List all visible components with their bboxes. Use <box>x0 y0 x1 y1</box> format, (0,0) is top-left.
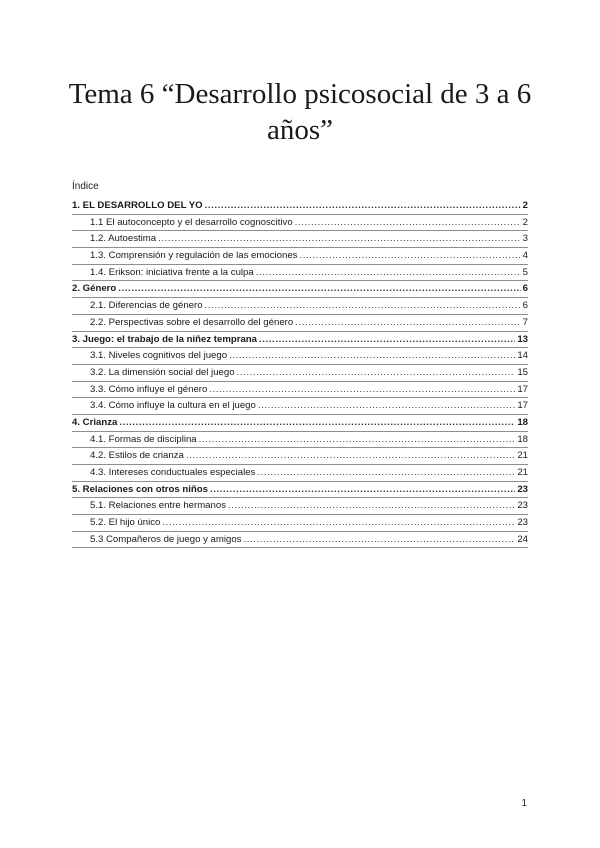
toc-entry-subsection[interactable] <box>72 382 528 399</box>
page-number: 1 <box>521 798 527 809</box>
toc-entry-subsection[interactable] <box>72 265 528 282</box>
toc-entry-page: 2 <box>522 200 528 211</box>
toc-entry-page: 2 <box>522 216 528 228</box>
toc-entry-subsection[interactable] <box>72 298 528 315</box>
toc-dot-leader <box>119 415 515 432</box>
toc-dot-leader <box>257 465 515 482</box>
toc-entry-title: 5.1. Relaciones entre hermanos <box>90 500 226 512</box>
toc-entry-page: 23 <box>517 500 528 512</box>
toc-entry-title: 1.2. Autoestima <box>90 233 157 245</box>
toc-entry-section[interactable] <box>72 415 528 432</box>
toc-dot-leader <box>295 315 520 332</box>
table-of-contents <box>72 198 528 548</box>
toc-entry-page: 21 <box>517 450 528 462</box>
toc-dot-leader <box>228 498 515 515</box>
toc-dot-leader <box>259 332 515 349</box>
toc-dot-leader <box>243 532 515 549</box>
toc-entry-title: 4.2. Estilos de crianza <box>90 450 184 462</box>
toc-entry-page: 13 <box>517 333 528 345</box>
toc-dot-leader <box>209 382 515 399</box>
toc-dot-leader <box>162 515 515 532</box>
toc-entry-subsection[interactable] <box>72 465 528 482</box>
toc-entry-title: 1. EL DESARROLLO DEL YO <box>72 200 203 211</box>
toc-entry-section[interactable] <box>72 198 528 215</box>
toc-dot-leader <box>186 448 515 465</box>
toc-dot-leader <box>237 365 516 382</box>
toc-entry-page: 17 <box>517 400 528 412</box>
toc-entry-subsection[interactable] <box>72 515 528 532</box>
toc-entry-section[interactable] <box>72 281 528 298</box>
toc-entry-page: 7 <box>522 316 528 328</box>
toc-entry-subsection[interactable] <box>72 398 528 415</box>
toc-dot-leader <box>205 298 521 315</box>
toc-dot-leader <box>295 215 521 232</box>
toc-entry-title: 2.2. Perspectivas sobre el desarrollo del género <box>90 316 294 328</box>
toc-entry-page: 18 <box>517 416 528 428</box>
toc-entry-subsection[interactable] <box>72 231 528 248</box>
toc-dot-leader <box>256 265 521 282</box>
toc-dot-leader <box>118 281 520 298</box>
toc-entry-subsection[interactable] <box>72 315 528 332</box>
toc-entry-page: 6 <box>522 300 528 312</box>
toc-entry-subsection[interactable] <box>72 448 528 465</box>
toc-entry-title: 5. Relaciones con otros niños <box>72 483 208 495</box>
toc-dot-leader <box>205 198 521 215</box>
toc-entry-section[interactable] <box>72 482 528 499</box>
toc-entry-page: 5 <box>522 266 528 278</box>
index-heading: Índice <box>72 181 99 192</box>
toc-entry-page: 6 <box>522 283 528 295</box>
toc-entry-title: 5.2. El hijo único <box>90 517 161 529</box>
toc-entry-title: 1.3. Comprensión y regulación de las emociones <box>90 250 298 262</box>
toc-entry-subsection[interactable] <box>72 532 528 549</box>
toc-entry-page: 21 <box>517 467 528 478</box>
toc-entry-title: 5.3 Compañeros de juego y amigos <box>90 533 242 545</box>
toc-entry-page: 3 <box>522 233 528 245</box>
toc-dot-leader <box>158 231 521 248</box>
toc-entry-title: 2.1. Diferencias de género <box>90 300 203 312</box>
toc-entry-page: 15 <box>517 366 528 378</box>
toc-dot-leader <box>258 398 515 415</box>
document-title: Tema 6 “Desarrollo psicosocial de 3 a 6 años” <box>68 78 532 146</box>
toc-entry-page: 14 <box>517 350 528 362</box>
toc-entry-title: 4.3. Intereses conductuales especiales <box>90 467 256 478</box>
toc-entry-subsection[interactable] <box>72 248 528 265</box>
toc-entry-title: 2. Género <box>72 283 117 295</box>
toc-entry-title: 4. Crianza <box>72 416 118 428</box>
toc-dot-leader <box>199 432 516 449</box>
toc-entry-title: 3.4. Cómo influye la cultura en el juego <box>90 400 256 412</box>
toc-entry-section[interactable] <box>72 332 528 349</box>
toc-entry-title: 1.4. Erikson: iniciativa frente a la culpa <box>90 266 254 278</box>
toc-entry-title: 1.1 El autoconcepto y el desarrollo cognoscitivo <box>90 216 293 228</box>
toc-dot-leader <box>210 482 515 499</box>
toc-entry-title: 3.2. La dimensión social del juego <box>90 366 235 378</box>
toc-entry-page: 23 <box>517 483 528 495</box>
toc-entry-title: 3.3. Cómo influye el género <box>90 383 208 395</box>
toc-entry-subsection[interactable] <box>72 432 528 449</box>
toc-entry-subsection[interactable] <box>72 365 528 382</box>
toc-entry-page: 24 <box>517 533 528 545</box>
toc-entry-title: 3. Juego: el trabajo de la niñez temprana <box>72 333 257 345</box>
toc-dot-leader <box>229 348 515 365</box>
toc-entry-subsection[interactable] <box>72 215 528 232</box>
toc-entry-page: 18 <box>517 433 528 445</box>
toc-entry-page: 17 <box>517 383 528 395</box>
toc-entry-title: 3.1. Niveles cognitivos del juego <box>90 350 228 362</box>
toc-entry-title: 4.1. Formas de disciplina <box>90 433 197 445</box>
toc-entry-page: 23 <box>517 517 528 529</box>
toc-dot-leader <box>299 248 520 265</box>
toc-entry-subsection[interactable] <box>72 348 528 365</box>
toc-entry-page: 4 <box>522 250 528 262</box>
toc-entry-subsection[interactable] <box>72 498 528 515</box>
